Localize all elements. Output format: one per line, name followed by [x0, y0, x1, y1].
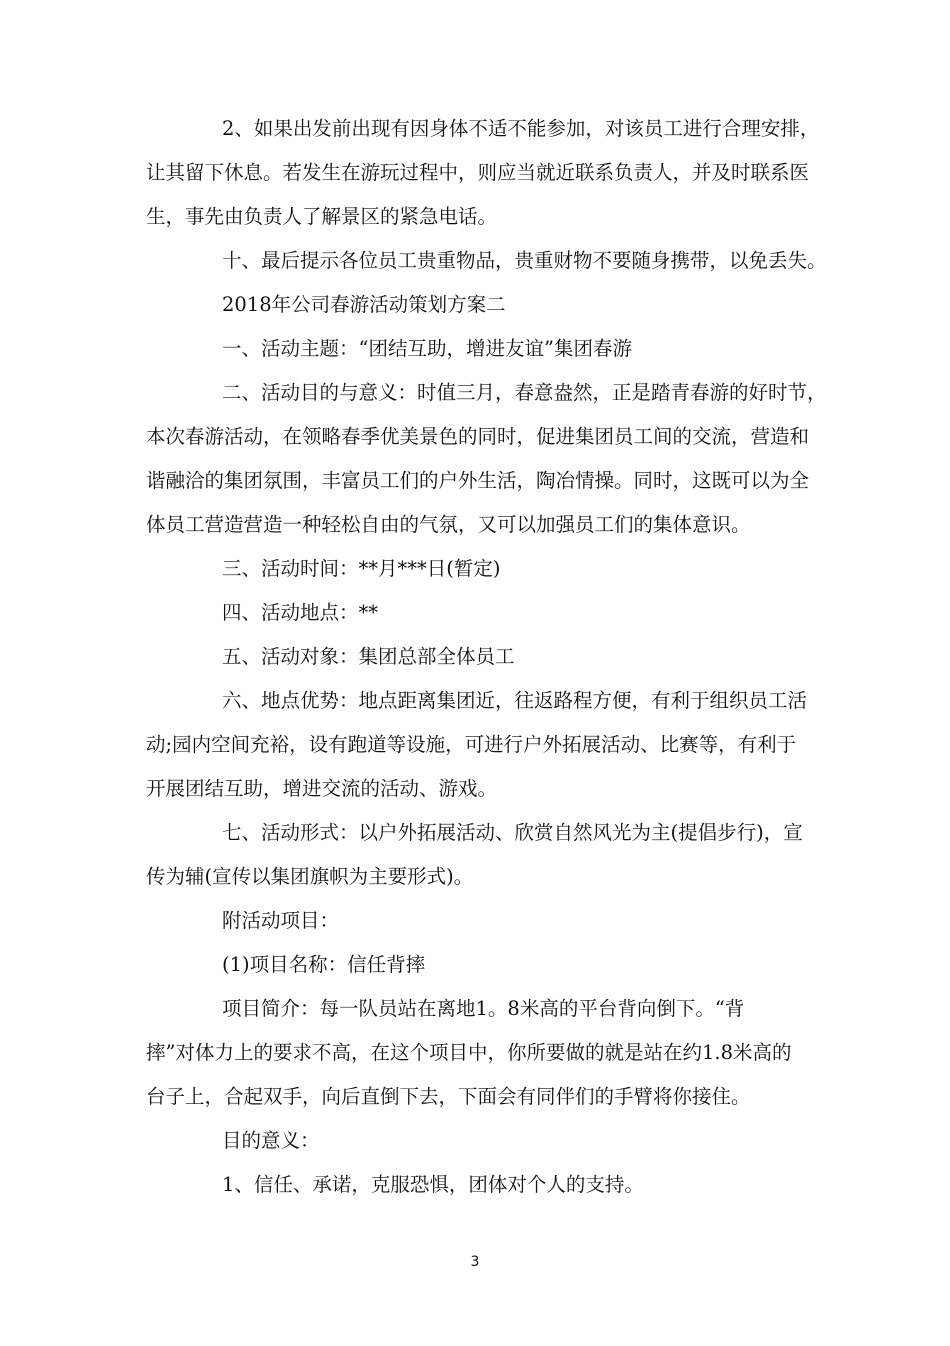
text-line: 附活动项目： — [222, 909, 340, 932]
text-line: 摔”对体力上的要求不高，在这个项目中，你所要做的就是站在约1.8米高的 — [146, 1041, 792, 1064]
text-line: 动;园内空间充裕，设有跑道等设施，可进行户外拓展活动、比赛等，有利于 — [146, 733, 797, 756]
text-line: 让其留下休息。若发生在游玩过程中，则应当就近联系负责人，并及时联系医 — [146, 161, 810, 184]
text-line: 七、活动形式：以户外拓展活动、欣赏自然风光为主(提倡步行)，宣 — [222, 821, 803, 844]
text-line: 2、如果出发前出现有因身体不适不能参加，对该员工进行合理安排， — [222, 117, 820, 140]
text-line: 2018年公司春游活动策划方案二 — [222, 293, 506, 316]
text-line: 四、活动地点：** — [222, 601, 379, 624]
text-line: 谐融洽的集团氛围，丰富员工们的户外生活，陶冶情操。同时，这既可以为全 — [146, 469, 810, 492]
text-line: 十、最后提示各位员工贵重物品，贵重财物不要随身携带，以免丢失。 — [222, 249, 827, 272]
text-line: 目的意义： — [222, 1129, 320, 1152]
text-line: 本次春游活动，在领略春季优美景色的同时，促进集团员工间的交流，营造和 — [146, 425, 810, 448]
text-line: 一、活动主题：“团结互助，增进友谊”集团春游 — [222, 337, 632, 360]
text-line: 五、活动对象：集团总部全体员工 — [222, 645, 515, 668]
text-line: (1)项目名称：信任背摔 — [222, 953, 426, 976]
text-line: 三、活动时间：**月***日(暂定) — [222, 557, 501, 580]
text-line: 1、信任、承诺，克服恐惧，团体对个人的支持。 — [222, 1173, 644, 1196]
text-line: 六、地点优势：地点距离集团近，往返路程方便，有利于组织员工活 — [222, 689, 808, 712]
text-line: 项目简介：每一队员站在离地1。8米高的平台背向倒下。“背 — [222, 997, 745, 1020]
page-number: 3 — [470, 1254, 480, 1270]
text-line: 二、活动目的与意义：时值三月，春意盎然，正是踏青春游的好时节， — [222, 381, 827, 404]
text-line: 生，事先由负责人了解景区的紧急电话。 — [146, 205, 498, 228]
text-line: 开展团结互助，增进交流的活动、游戏。 — [146, 777, 498, 800]
text-line: 体员工营造营造一种轻松自由的气氛，又可以加强员工们的集体意识。 — [146, 513, 751, 536]
text-line: 台子上，合起双手，向后直倒下去，下面会有同伴们的手臂将你接住。 — [146, 1085, 751, 1108]
text-line: 传为辅(宣传以集团旗帜为主要形式)。 — [146, 865, 474, 888]
